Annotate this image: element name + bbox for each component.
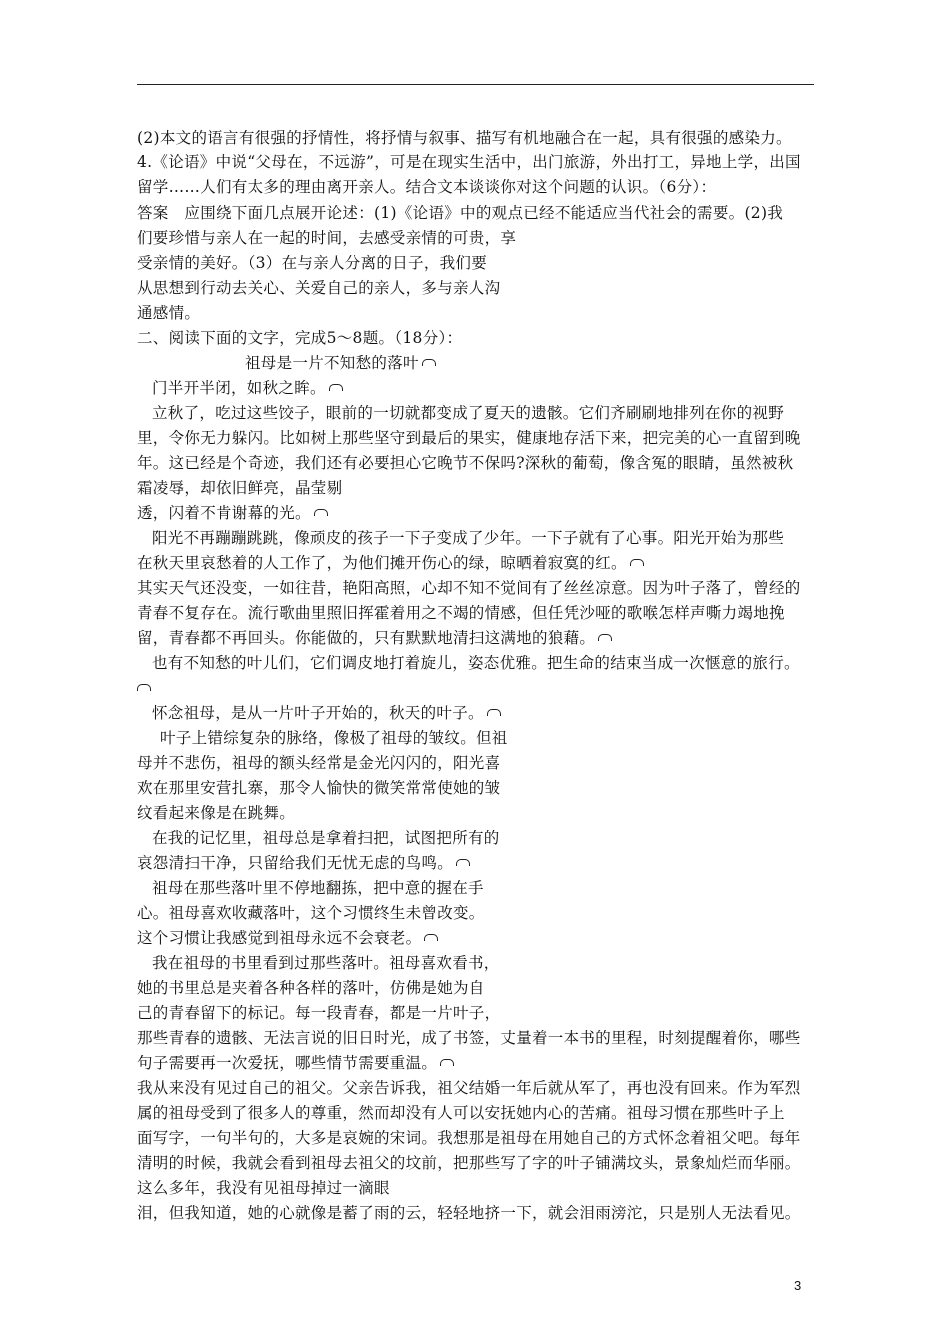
text-line <box>137 678 151 698</box>
text-line: 从思想到行动去关心、关爱自己的亲人，多与亲人沟 <box>137 279 501 297</box>
text-line: 泪，但我知道，她的心就像是蓄了雨的云，轻轻地挤一下，就会泪雨滂沱，只是别人无法看见。 <box>137 1204 801 1222</box>
text-line: 欢在那里安营扎寨，那令人愉快的微笑常常使她的皱 <box>137 779 501 797</box>
text-line: 受亲情的美好。（3）在与亲人分离的日子，我们要 <box>137 254 488 272</box>
paragraph-mark-icon <box>456 859 470 866</box>
text-line: 这个习惯让我感觉到祖母永远不会衰老。 <box>137 928 438 948</box>
article-title: 祖母是一片不知愁的落叶 <box>245 353 436 373</box>
text-line: 她的书里总是夹着各种各样的落叶，仿佛是她为自 <box>137 979 485 997</box>
text-line: 答案 应围绕下面几点展开论述：(1)《论语》中的观点已经不能适应当代社会的需要。(2)我 <box>137 204 784 222</box>
text-line: 面写字，一句半句的，大多是哀婉的宋词。我想那是祖母在用她自己的方式怀念着祖父吧。每年 <box>137 1129 801 1147</box>
text-line: 透，闪着不肯谢幕的光。 <box>137 503 328 523</box>
text-line: 我从来没有见过自己的祖父。父亲告诉我，祖父结婚一年后就从军了，再也没有回来。作为军烈 <box>137 1079 801 1097</box>
text-line: 们要珍惜与亲人在一起的时间，去感受亲情的可贵，享 <box>137 229 517 247</box>
text-line: 立秋了，吃过这些饺子，眼前的一切就都变成了夏天的遗骸。它们齐刷刷地排列在你的视野 <box>152 404 785 422</box>
text-line: 霜凌辱，却依旧鲜亮，晶莹剔 <box>137 479 343 497</box>
text-line: (2)本文的语言有很强的抒情性，将抒情与叙事、描写有机地融合在一起，具有很强的感染力。 <box>137 129 792 147</box>
text-line: 其实天气还没变，一如往昔，艳阳高照，心却不知不觉间有了丝丝凉意。因为叶子落了，曾经的 <box>137 579 801 597</box>
text-line: 母并不悲伤，祖母的额头经常是金光闪闪的，阳光喜 <box>137 754 501 772</box>
paragraph-mark-icon <box>424 934 438 941</box>
header-rule <box>137 84 814 85</box>
text-line: 叶子上错综复杂的脉络，像极了祖母的皱纹。但祖 <box>160 729 508 747</box>
text-line: 青春不复存在。流行歌曲里照旧挥霍着用之不竭的情感，但任凭沙哑的歌喉怎样声嘶力竭地挽 <box>137 604 785 622</box>
text-line: 祖母在那些落叶里不停地翻拣，把中意的握在手 <box>152 879 484 897</box>
text-line: 那些青春的遗骸、无法言说的旧日时光，成了书签，丈量着一本书的里程，时刻提醒着你，哪些 <box>137 1029 801 1047</box>
text-line: 里，令你无力躲闪。比如树上那些坚守到最后的果实，健康地存活下来，把完美的心一直留到晚 <box>137 429 801 447</box>
text-line: 这么多年，我没有见祖母掉过一滴眼 <box>137 1179 390 1197</box>
text-line: 在秋天里哀愁着的人工作了，为他们摊开伤心的绿，晾晒着寂寞的红。 <box>137 553 644 573</box>
text-line: 句子需要再一次爱抚，哪些情节需要重温。 <box>137 1053 454 1073</box>
text-line: 怀念祖母，是从一片叶子开始的，秋天的叶子。 <box>152 703 501 723</box>
text-line: 己的青春留下的标记。每一段青春，都是一片叶子， <box>137 1004 501 1022</box>
paragraph-mark-icon <box>487 709 501 716</box>
text-line: 4.《论语》中说“父母在，不远游”，可是在现实生活中，出门旅游，外出打工，异地上学，出国 <box>137 153 801 171</box>
section-heading: 二、阅读下面的文字，完成5～8题。（18分）： <box>137 329 463 347</box>
text-line: 在我的记忆里，祖母总是拿着扫把，试图把所有的 <box>152 829 500 847</box>
paragraph-mark-icon <box>422 359 436 366</box>
paragraph-mark-icon <box>630 559 644 566</box>
text-line: 纹看起来像是在跳舞。 <box>137 804 296 822</box>
text-line: 门半开半闭，如秋之眸。 <box>152 378 343 398</box>
paragraph-mark-icon <box>314 509 328 516</box>
text-line: 也有不知愁的叶儿们，它们调皮地打着旋儿，姿态优雅。把生命的结束当成一次惬意的旅行。 <box>152 654 800 672</box>
paragraph-mark-icon <box>137 684 151 691</box>
text-line: 留，青春都不再回头。你能做的，只有默默地清扫这满地的狼藉。 <box>137 628 612 648</box>
paragraph-mark-icon <box>440 1059 454 1066</box>
text-line: 通感情。 <box>137 304 201 322</box>
text-line: 年。这已经是个奇迹，我们还有必要担心它晚节不保吗?深秋的葡萄，像含冤的眼睛，虽然被秋 <box>137 454 794 472</box>
text-line: 属的祖母受到了很多人的尊重，然而却没有人可以安抚她内心的苦痛。祖母习惯在那些叶子上 <box>137 1104 785 1122</box>
paragraph-mark-icon <box>598 634 612 641</box>
text-line: 留学……人们有太多的理由离开亲人。结合文本谈谈你对这个问题的认识。（6分）： <box>137 178 717 196</box>
paragraph-mark-icon <box>329 384 343 391</box>
page-number: 3 <box>794 1278 802 1293</box>
text-line: 清明的时候，我就会看到祖母去祖父的坟前，把那些写了字的叶子铺满坟头，景象灿烂而华丽。 <box>137 1154 801 1172</box>
text-line: 哀怨清扫干净，只留给我们无忧无虑的鸟鸣。 <box>137 853 470 873</box>
text-line: 阳光不再蹦蹦跳跳，像顽皮的孩子一下子变成了少年。一下子就有了心事。阳光开始为那些 <box>152 529 785 547</box>
text-line: 我在祖母的书里看到过那些落叶。祖母喜欢看书， <box>152 954 500 972</box>
text-line: 心。祖母喜欢收藏落叶，这个习惯终生未曾改变。 <box>137 904 485 922</box>
